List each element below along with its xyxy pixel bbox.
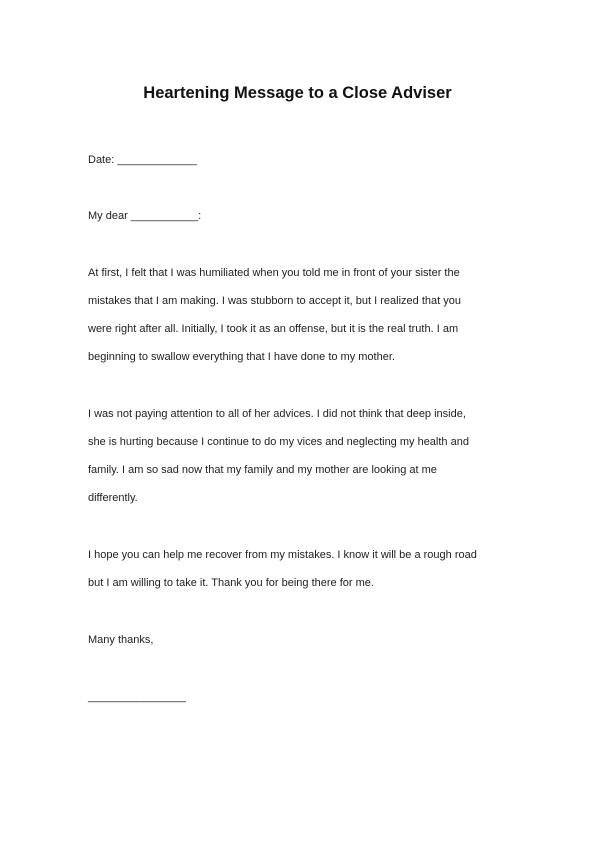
signature-line: ________________: [88, 691, 186, 703]
paragraph-2-line-3: family. I am so sad now that my family and my mother are looking at me: [88, 464, 437, 476]
salutation: My dear ___________:: [88, 210, 202, 222]
document-title: Heartening Message to a Close Adviser: [143, 84, 452, 102]
paragraph-2-line-2: she is hurting because I continue to do my vices and neglecting my health and: [88, 436, 469, 448]
paragraph-3-line-2: but I am willing to take it. Thank you for being there for me.: [88, 577, 374, 589]
closing: Many thanks,: [88, 634, 154, 646]
date-line: Date: _____________: [88, 154, 197, 166]
paragraph-1-line-1: At first, I felt that I was humiliated when you told me in front of your sister the: [88, 267, 460, 279]
paragraph-2-line-1: I was not paying attention to all of her advices. I did not think that deep inside,: [88, 408, 466, 420]
paragraph-3-line-1: I hope you can help me recover from my mistakes. I know it will be a rough road: [88, 549, 477, 561]
paragraph-1-line-4: beginning to swallow everything that I have done to my mother.: [88, 351, 395, 363]
paragraph-2-line-4: differently.: [88, 492, 138, 504]
paragraph-1-line-3: were right after all. Initially, I took it as an offense, but it is the real truth. I am: [88, 323, 459, 335]
paragraph-1-line-2: mistakes that I am making. I was stubborn to accept it, but I realized that you: [88, 295, 461, 307]
